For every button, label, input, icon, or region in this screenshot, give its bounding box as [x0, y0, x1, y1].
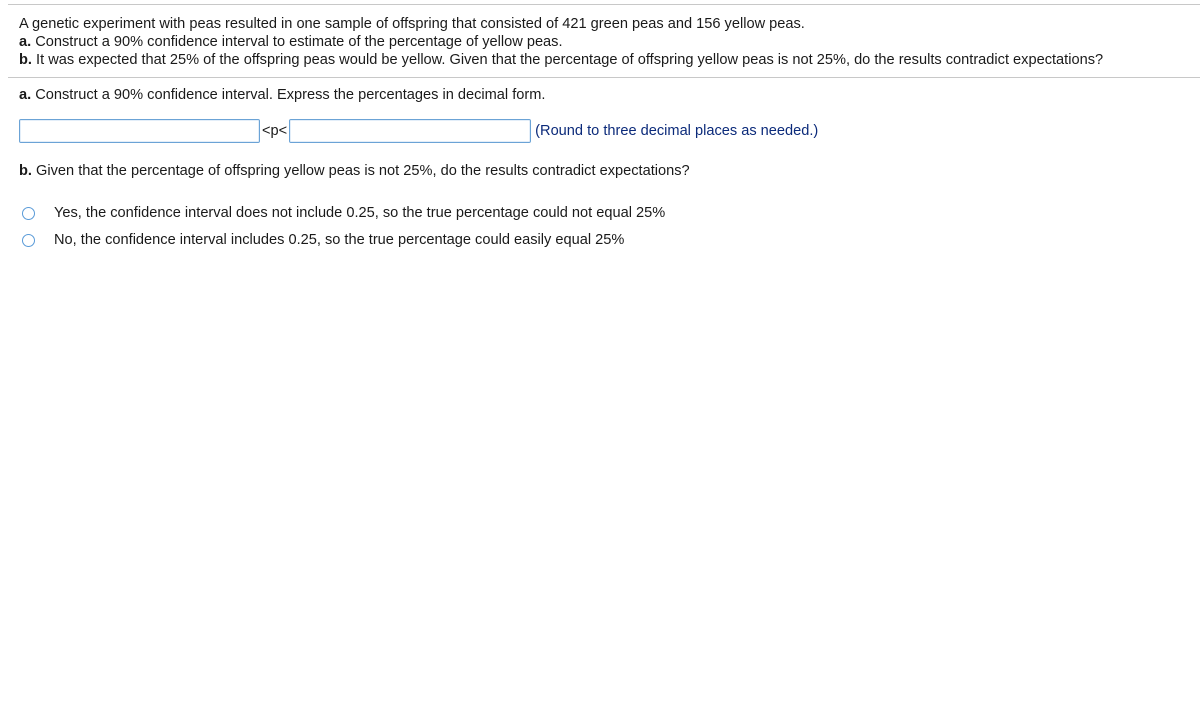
- upper-bound-input[interactable]: [289, 119, 531, 143]
- inequality-symbol: <p<: [262, 123, 288, 139]
- question-part-b-label: b.: [19, 52, 32, 68]
- option-yes[interactable]: [22, 204, 665, 222]
- question-part-b-text: It was expected that 25% of the offspring peas would be yellow. Given that the percentage of offspring yellow peas is not 25%, do the results contradict expectations?: [31, 52, 1104, 68]
- part-b-label: b.: [19, 163, 32, 179]
- rounding-note: (Round to three decimal places as needed.): [535, 123, 819, 139]
- radio-button-icon[interactable]: [22, 234, 35, 247]
- question-part-a-text: Construct a 90% confidence interval to estimate of the percentage of yellow peas.: [31, 34, 563, 50]
- question-part-b: [19, 51, 1103, 69]
- part-b-prompt: [19, 162, 690, 180]
- answer-options: [22, 204, 665, 258]
- question-part-a-label: a.: [19, 34, 32, 50]
- question-statement: [19, 15, 1103, 69]
- part-a-text: Construct a 90% confidence interval. Express the percentages in decimal form.: [31, 87, 546, 103]
- lower-bound-input[interactable]: [19, 119, 260, 143]
- part-a-label: a.: [19, 87, 32, 103]
- question-intro: A genetic experiment with peas resulted in one sample of offspring that consisted of 421 green peas and 156 yellow peas.: [19, 16, 805, 32]
- part-b-text: Given that the percentage of offspring yellow peas is not 25%, do the results contradict expectations?: [31, 163, 690, 179]
- option-no-label[interactable]: No, the confidence interval includes 0.25, so the true percentage could easily equal 25%: [54, 232, 625, 248]
- section-divider: [8, 77, 1200, 78]
- option-no[interactable]: [22, 231, 665, 249]
- part-a-prompt: [19, 86, 545, 104]
- radio-button-icon[interactable]: [22, 207, 35, 220]
- question-part-a: [19, 33, 1103, 51]
- confidence-interval-row: [19, 118, 818, 144]
- top-divider: [8, 4, 1200, 5]
- option-yes-label[interactable]: Yes, the confidence interval does not include 0.25, so the true percentage could not equal 25%: [54, 205, 666, 221]
